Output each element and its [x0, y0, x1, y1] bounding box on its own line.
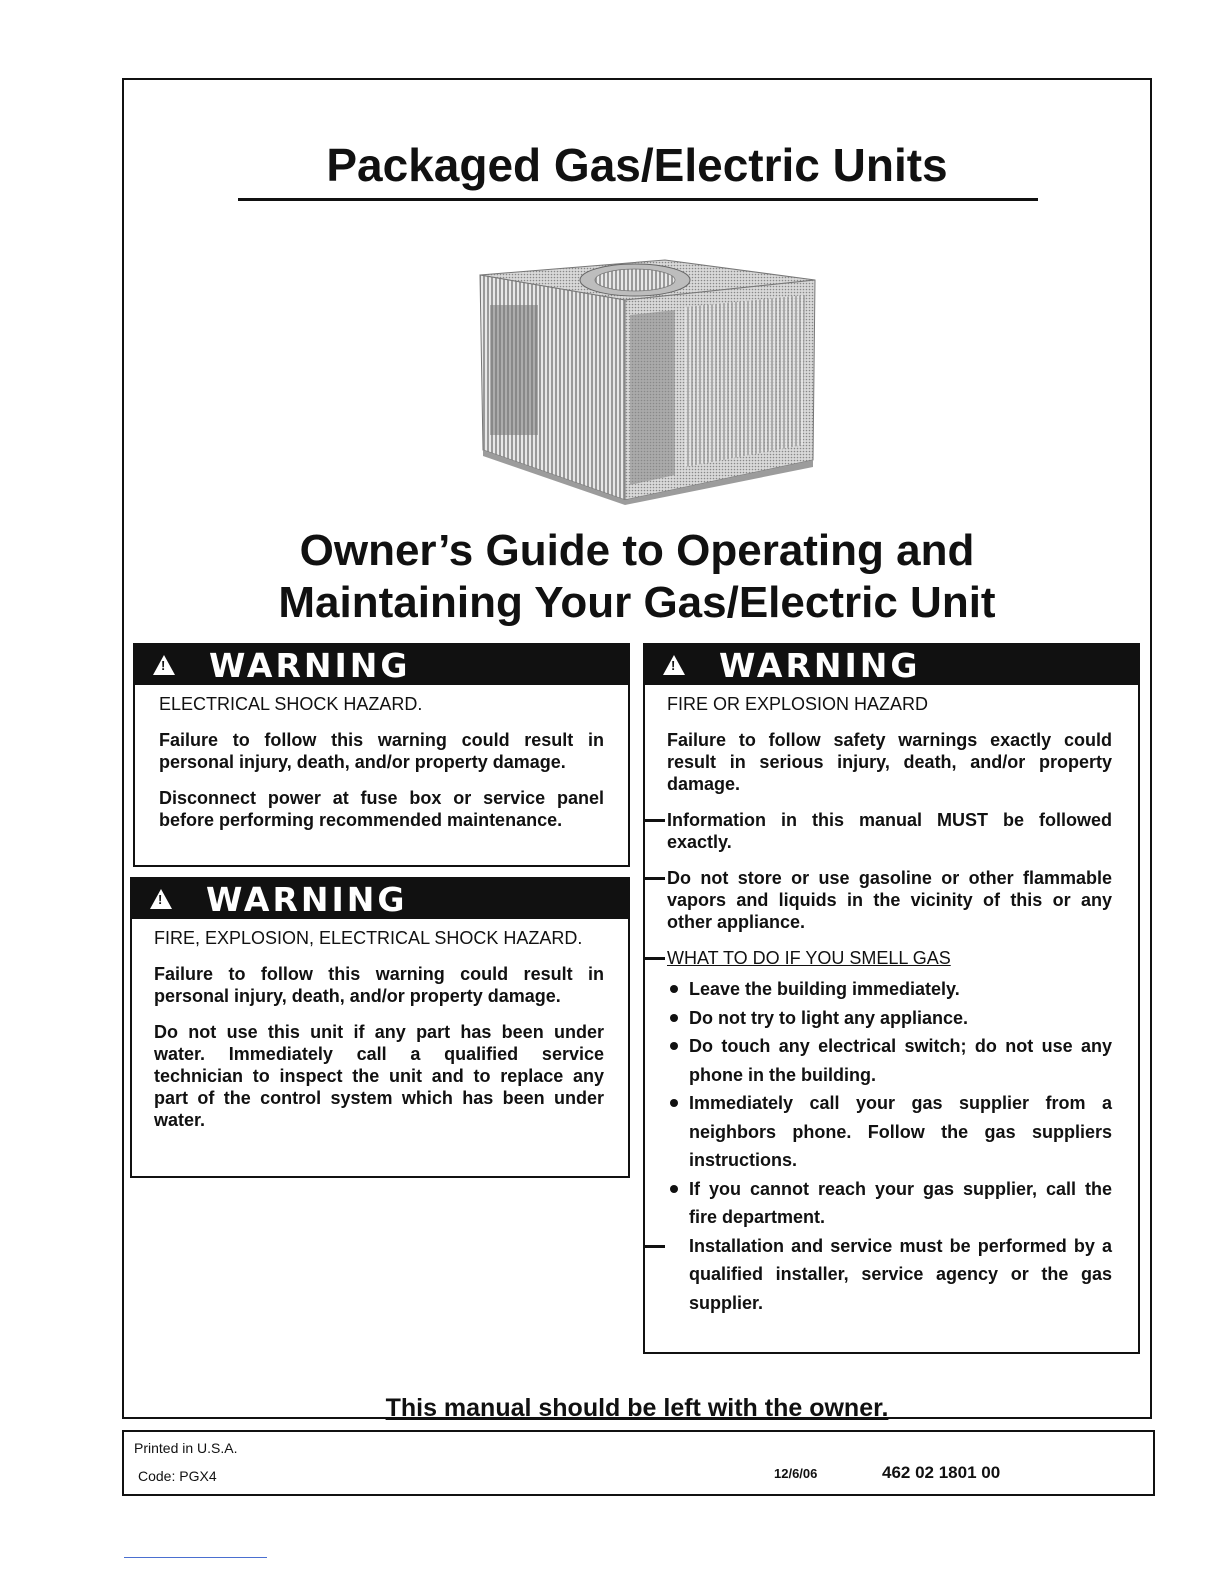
warning-label: WARNING	[209, 645, 411, 685]
list-item: If you cannot reach your gas supplier, call the fire department.	[667, 1175, 1112, 1232]
warning-header	[135, 645, 628, 685]
list-item: Do touch any electrical switch; do not use any phone in the building.	[667, 1032, 1112, 1089]
subtitle-line-2: Maintaining Your Gas/Electric Unit	[278, 578, 996, 627]
warning-triangle-icon	[663, 655, 685, 675]
print-date: 12/6/06	[774, 1466, 818, 1481]
hazard-title: FIRE OR EXPLOSION HAZARD	[667, 694, 929, 714]
list-item: Leave the building immediately.	[667, 975, 1112, 1004]
warning-fire-explosion-electrical	[130, 877, 630, 1178]
warning-text: Disconnect power at fuse box or service panel before performing recommended maintenance.	[159, 788, 604, 830]
list-item: Immediately call your gas supplier from a neighbors phone. Follow the gas suppliers instructions.	[667, 1089, 1112, 1175]
title-rule	[238, 198, 1038, 201]
warning-triangle-icon	[153, 655, 175, 675]
document-number: 462 02 1801 00	[882, 1463, 1001, 1482]
installation-note: Installation and service must be performed by a qualified installer, service agency or the gas supplier.	[667, 1232, 1112, 1318]
footer	[122, 1430, 1155, 1496]
page-title: Packaged Gas/Electric Units	[326, 139, 948, 191]
warning-text: Failure to follow safety warnings exactly could result in serious injury, death, and/or property damage.	[667, 730, 1112, 794]
warning-item: Do not store or use gasoline or other flammable vapors and liquids in the vicinity of this or any other appliance.	[667, 868, 1112, 932]
warning-item: Information in this manual MUST be followed exactly.	[667, 810, 1112, 852]
smell-gas-heading: WHAT TO DO IF YOU SMELL GAS	[667, 948, 951, 968]
guide-subtitle	[122, 525, 1152, 629]
subtitle-line-1: Owner’s Guide to Operating and	[299, 526, 975, 575]
warning-triangle-icon	[150, 889, 172, 909]
decorative-line	[124, 1557, 267, 1558]
printed-in: Printed in U.S.A.	[134, 1440, 238, 1456]
product-code: Code: PGX4	[138, 1468, 217, 1484]
warning-header	[645, 645, 1138, 685]
warning-text: Failure to follow this warning could result in personal injury, death, and/or property damage.	[154, 964, 604, 1006]
list-item: Do not try to light any appliance.	[667, 1004, 1112, 1033]
warning-electrical-shock	[133, 643, 630, 867]
warning-text: Do not use this unit if any part has been under water. Immediately call a qualified service technician to inspect the unit and to replace any part of the control system which has been under water.	[154, 1022, 604, 1130]
warning-label: WARNING	[719, 645, 921, 685]
warning-fire-explosion	[643, 643, 1140, 1354]
hazard-title: FIRE, EXPLOSION, ELECTRICAL SHOCK HAZARD.	[154, 928, 583, 948]
packaged-unit-illustration	[475, 255, 820, 505]
smell-gas-heading-item	[667, 947, 1112, 969]
hazard-title: ELECTRICAL SHOCK HAZARD.	[159, 694, 423, 714]
warning-header	[132, 879, 628, 919]
warning-label: WARNING	[206, 879, 408, 919]
warning-text: Failure to follow this warning could result in personal injury, death, and/or property damage.	[159, 730, 604, 772]
owner-note: This manual should be left with the owner.	[385, 1394, 889, 1422]
smell-gas-list	[667, 975, 1112, 1232]
